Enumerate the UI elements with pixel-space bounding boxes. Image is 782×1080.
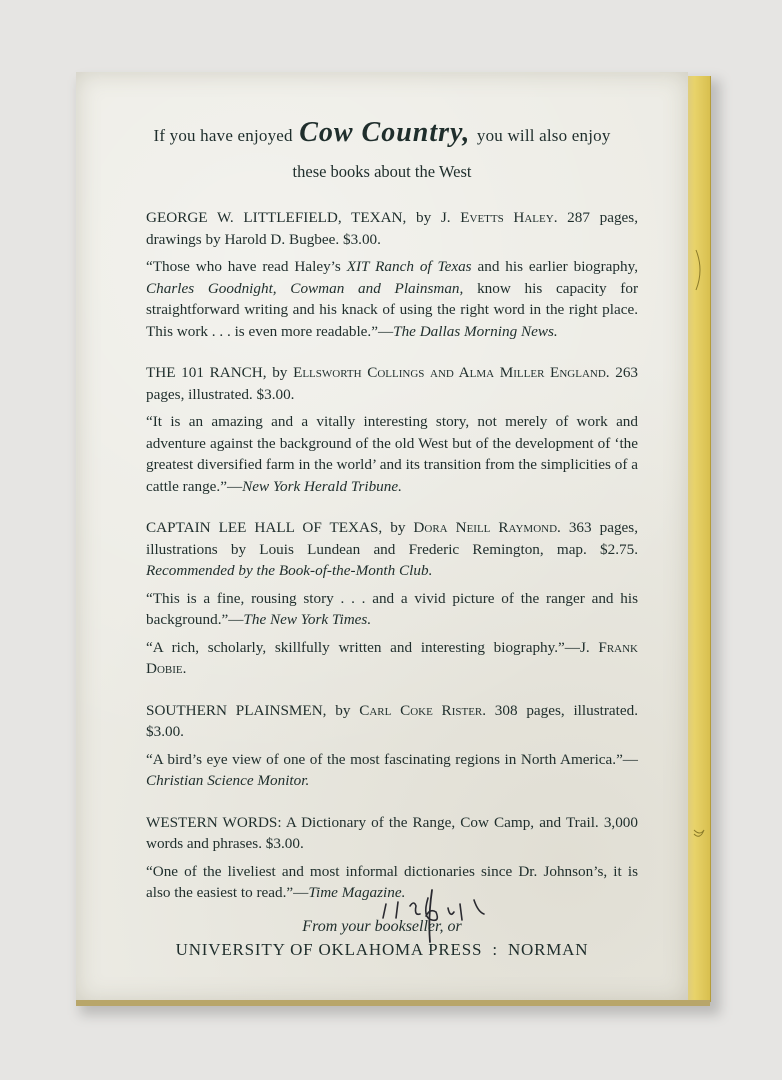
review-source: Christian Science Monitor. <box>146 772 310 789</box>
review-text: “It is an amazing and a vitally interesting story, not merely of work and adventure against the background of the old West but of the development of ‘the greatest diversified farm in the world’ and its transition from the simplicities of a cattle range.”— <box>146 413 638 495</box>
entry-review <box>146 749 638 792</box>
spine-decoration <box>690 210 708 970</box>
review-text: “A bird’s eye view of one of the most fascinating regions in North America.”— <box>146 750 638 768</box>
review-text: “One of the liveliest and most informal dictionaries since Dr. Johnson’s, it is also the easiest to read.”— <box>146 862 638 901</box>
heading-line-1 <box>76 117 688 149</box>
review-text: know his capacity for straightforward writing and his knack of using the right word in the right place. This work . . . is even more readable.”— <box>146 279 639 340</box>
footer-bookseller-line: From your bookseller, or <box>302 918 462 935</box>
entry-title: THE 101 RANCH, by <box>146 364 288 381</box>
review-source: New York Herald Tribune. <box>242 477 402 495</box>
entry-heading <box>146 812 638 855</box>
entry-details: . 308 pages, illustrated. $3.00. <box>146 701 638 740</box>
entry-heading <box>146 207 638 250</box>
publisher-separator: : <box>492 940 498 959</box>
entry-details: . 263 pages, illustrated. $3.00. <box>146 364 639 403</box>
entry-heading <box>146 700 638 743</box>
review-text: “A rich, scholarly, skillfully written and interesting biography.”— <box>146 638 580 656</box>
entry-title: GEORGE W. LITTLEFIELD, TEXAN, by <box>146 209 432 226</box>
footer-publisher-line <box>76 940 688 960</box>
book-entry-101-ranch <box>146 362 638 497</box>
featured-book-title: Cow Country, <box>299 117 471 148</box>
entry-title: SOUTHERN PLAINSMEN, by <box>146 701 351 719</box>
cited-book-title: Charles Goodnight, Cowman and Plainsman, <box>146 279 464 297</box>
entry-heading <box>146 362 638 405</box>
review-text: “This is a fine, rousing story . . . and a vivid picture of the ranger and his background.”— <box>146 589 638 628</box>
heading-line-2: these books about the West <box>292 162 472 181</box>
entry-review <box>146 256 638 342</box>
entry-details: . 287 pages, drawings by Harold D. Bugbee. $3.00. <box>146 209 638 248</box>
book-list <box>146 207 638 924</box>
review-text: “Those who have read Haley’s <box>146 258 341 275</box>
entry-author: Carl Coke Rister <box>359 701 483 719</box>
entry-title: CAPTAIN LEE HALL OF TEXAS, by <box>146 519 406 536</box>
entry-author: J. Evetts Haley <box>440 209 554 226</box>
review-text: and his earlier biography, <box>477 258 638 275</box>
entry-heading <box>146 517 638 582</box>
publisher-city: NORMAN <box>507 940 589 959</box>
heading-text-before: If you have enjoyed <box>153 126 293 145</box>
review-source: Time Magazine. <box>308 884 406 901</box>
entry-author: Dora Neill Raymond <box>413 519 558 536</box>
book-entry-southern-plainsmen <box>146 700 638 792</box>
dust-jacket-back <box>76 72 688 1002</box>
review-source: The New York Times. <box>243 611 372 628</box>
entry-review <box>146 411 638 497</box>
entry-author: Ellsworth Collings and Alma Miller England <box>293 364 606 381</box>
review-source: The Dallas Morning News. <box>393 322 558 340</box>
entry-review <box>146 588 638 631</box>
entry-details: . 363 pages, illustrations by Louis Lundean and Frederic Remington, map. $2.75. <box>146 519 638 558</box>
recommendation: Recommended by the Book-of-the-Month Club. <box>146 562 433 579</box>
entry-review <box>146 637 638 680</box>
jacket-bottom-edge <box>76 1000 710 1006</box>
entry-title: WESTERN WORDS: A Dictionary of the Range, Cow Camp, and Trail. 3,000 words and phrases. $3.00. <box>146 813 638 852</box>
review-source: J. Frank Dobie. <box>146 638 639 677</box>
publisher-name: UNIVERSITY OF OKLAHOMA PRESS <box>175 940 483 959</box>
book-entry-littlefield <box>146 207 638 342</box>
book-entry-lee-hall <box>146 517 638 680</box>
heading-text-after: you will also enjoy <box>476 126 611 145</box>
cited-book-title: XIT Ranch of Texas <box>346 258 472 275</box>
